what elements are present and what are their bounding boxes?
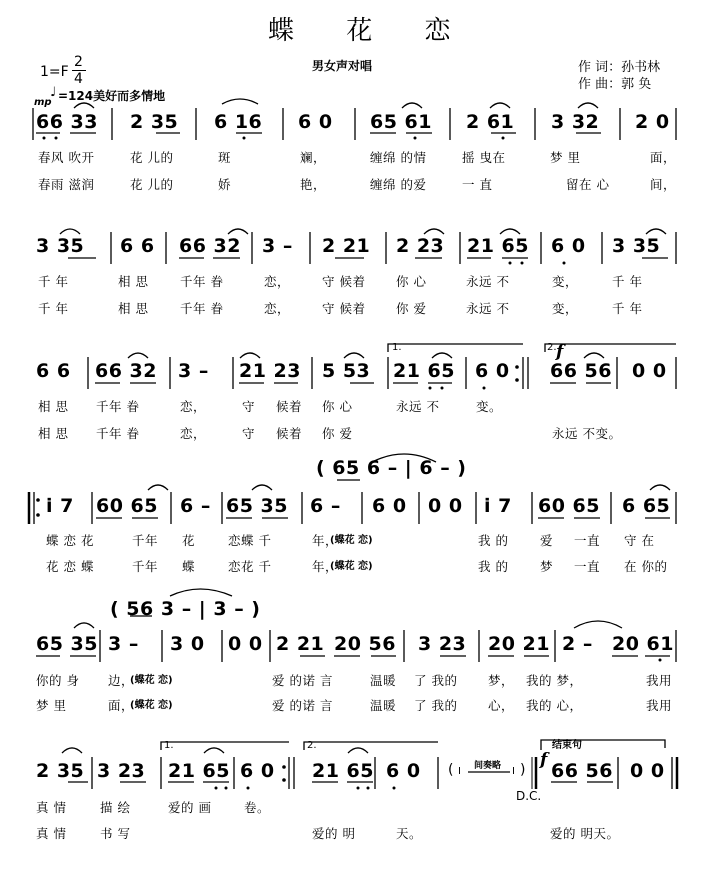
measure: 3 – [108,633,139,655]
lyric: 我 的 [478,533,509,548]
measure: 3 23 [97,760,146,782]
volta-1-label: 1. [164,740,174,751]
measure: 2 23 [396,235,445,257]
interlude-start-mark: I [458,766,461,777]
ending-label: 结束句 [552,740,582,751]
composer: 作 曲：郭 奂 [578,77,652,92]
measure: 21 65 [312,760,374,782]
lyric: 温暖 [370,673,397,688]
lyric: 一 直 [462,177,493,192]
measure: 3 35 [612,235,661,257]
lyric: 春风 吹开 [38,150,95,165]
key-signature: 1=F [40,64,69,80]
lyric: 相 思 [118,301,149,316]
lyric: 花 恋 蝶 [46,559,94,574]
lyric: 真 情 [36,826,67,841]
measure: 3 35 [36,235,85,257]
lyric: 温暖 [370,698,397,713]
lyric: 你的 身 [36,673,80,688]
lyric: 守 [242,426,256,441]
lyric: 卷。 [244,800,271,815]
lyric: 变， [552,301,579,316]
lyric: 爱 的诺 言 [272,673,333,688]
measure: 66 32 [179,235,241,257]
measure: 20 61 [612,633,674,655]
measure: 6 0 [551,235,586,257]
lyric: 花 儿的 [130,150,174,165]
measure: 21 23 [239,360,301,382]
measure: 2 21 [322,235,371,257]
lyric: 我用 [646,673,673,688]
lyric: 梦 [540,559,554,574]
measure: i̇ 7 [484,495,512,517]
lyric: 爱的 画 [168,800,212,815]
lyric-aside: (蝶花 恋) [330,561,373,572]
lyric: 蝶 [182,559,196,574]
measure: 66 56 [551,760,613,782]
lyric: 我的 心， [526,698,583,713]
lyric: 描 绘 [100,800,131,815]
aside-phrase: ( 65 6 – | 6 – ) [316,457,467,479]
lyric: 了 我的 [414,673,458,688]
lyric: 恋， [264,274,291,289]
lyric: 一直 [574,533,601,548]
volta-2-label: 2. [307,740,317,751]
lyric: 我 的 [478,559,509,574]
lyric: 候着 [276,426,303,441]
measure: 66 32 [95,360,157,382]
lyric: 千 年 [612,274,643,289]
measure: 6 6 [36,360,71,382]
lyric: 你 心 [396,274,427,289]
measure: 3 – [262,235,293,257]
lyric: 爱的 明天。 [550,826,620,841]
lyric: 我用 [646,698,673,713]
measure: 0 0 [632,360,667,382]
lyric: 我的 梦， [526,673,583,688]
da-capo-mark: D.C. [516,789,542,803]
lyric: 花 [182,533,196,548]
measure: 21 65 [168,760,230,782]
lyric: 千年 [132,533,159,548]
lyric: 相 思 [38,426,69,441]
lyric: 花 儿的 [130,177,174,192]
lyric: 你 爱 [396,301,427,316]
lyric: 间， [650,177,677,192]
measure: 6 – [180,495,211,517]
measure: 0 0 [630,760,665,782]
measure: 0 0 [428,495,463,517]
measure: 6 65 [622,495,671,517]
measure: 21 65 [467,235,529,257]
lyric: 真 情 [36,800,67,815]
measure: 0 0 [228,633,263,655]
measure: 60 65 [538,495,600,517]
measure: 6 0 [240,760,275,782]
measure: i̇ 7 [46,495,74,517]
measure: 2 21 [276,633,325,655]
measure: 6 0 [386,760,421,782]
measure: 6 6 [120,235,155,257]
lyric: 千 年 [612,301,643,316]
measure: 3 – [178,360,209,382]
measure: 65 61 [370,111,432,133]
lyric: 娇 [218,177,232,192]
lyric: 恋花 千 [228,559,272,574]
lyric: 千年 眷 [180,301,224,316]
lyric: 相 思 [118,274,149,289]
lyric: 蝶 恋 花 [46,533,94,548]
lyric: 千年 眷 [96,426,140,441]
lyric: 守 在 [624,533,655,548]
lyric: 千年 眷 [96,399,140,414]
lyric: 了 我的 [414,698,458,713]
lyric: 春雨 滋润 [38,177,95,192]
lyric: 梦 里 [550,150,581,165]
measure: 3 23 [418,633,467,655]
measure: 65 35 [36,633,98,655]
measure: 3 32 [551,111,600,133]
interlude-label: 间奏略 [474,761,502,771]
lyricist: 作 词：孙书林 [578,60,661,75]
lyric: 恋， [264,301,291,316]
song-subtitle: 男女声对唱 [312,59,373,73]
lyric: 斓， [300,150,327,165]
measure: 2 61 [466,111,515,133]
lyric: 爱 的诺 言 [272,698,333,713]
measure: 6 0 [475,360,510,382]
measure: 2 – [562,633,593,655]
lyric: 永远 不 [466,274,510,289]
measure: 20 21 [488,633,550,655]
lyric: 永远 不 [466,301,510,316]
measure: 2 35 [36,760,85,782]
lyric: 留在 心 [566,177,610,192]
measure: 2 35 [130,111,179,133]
lyric: 爱的 明 [312,826,356,841]
time-signature-bottom: 4 [74,71,83,87]
measure: 5 53 [322,360,371,382]
measure: 6 – [310,495,341,517]
lyric: 恋蝶 千 [228,533,272,548]
interlude-end-mark: I [512,766,515,777]
lyric: 守 [242,399,256,414]
lyric: 斑 [218,150,232,165]
interlude-close-paren: ) [520,762,526,778]
quarter-note-icon: ♩ [50,85,57,100]
measure: 20 56 [334,633,396,655]
lyric: 在 你的 [624,559,668,574]
lyric: 一直 [574,559,601,574]
lyric: 爱 [540,533,554,548]
lyric: 缠绵 的情 [370,150,427,165]
lyric: 天。 [396,826,423,841]
lyric: 千年 [132,559,159,574]
dynamic-f: f [556,342,564,362]
lyric: 面， [650,150,677,165]
lyric: 永远 不变。 [552,426,622,441]
lyric: 你 心 [322,399,353,414]
volta-1-label: 1. [392,342,402,353]
lyric: 变。 [476,399,503,414]
lyric: 守 候着 [322,274,366,289]
lyric-aside: (蝶花 恋) [330,535,373,546]
lyric: 梦， [488,673,515,688]
measure: 2 0 [635,111,670,133]
lyric: 候着 [276,399,303,414]
lyric: 梦 里 [36,698,67,713]
measure: 21 65 [393,360,455,382]
aside-phrase: ( 56 3 – | 3 – ) [110,598,261,620]
lyric: 年， [312,533,339,548]
measure: 60 65 [96,495,158,517]
measure: 65 35 [226,495,288,517]
measure: 6 0 [298,111,333,133]
lyric: 千 年 [38,301,69,316]
lyric-aside: (蝶花 恋) [130,700,173,711]
tempo-marking: =124美好而多情地 [58,89,166,103]
lyric: 恋， [180,426,207,441]
dynamic-f: f [540,750,548,770]
song-title: 蝶 花 恋 [268,16,473,46]
volta-2-label: 2. [547,342,557,353]
lyric: 艳， [300,177,327,192]
lyric: 你 爱 [322,426,353,441]
lyric: 千年 眷 [180,274,224,289]
lyric: 千 年 [38,274,69,289]
dynamic-mp: mp [34,97,52,108]
lyric-aside: (蝶花 恋) [130,675,173,686]
lyric: 守 候着 [322,301,366,316]
lyric: 年， [312,559,339,574]
lyric: 书 写 [100,826,131,841]
lyric: 缠绵 的爱 [370,177,427,192]
measure: 66 56 [550,360,612,382]
lyric: 心， [488,698,515,713]
measure: 3 0 [170,633,205,655]
lyric: 相 思 [38,399,69,414]
time-signature-top: 2 [74,54,83,70]
interlude-open-paren: ( [448,762,454,778]
lyric: 变， [552,274,579,289]
measure: 6 0 [372,495,407,517]
measure: 66 33 [36,111,98,133]
measure: 6 16 [214,111,263,133]
lyric: 永远 不 [396,399,440,414]
lyric: 恋， [180,399,207,414]
lyric: 面， [108,698,135,713]
lyric: 边， [108,673,135,688]
lyric: 摇 曳在 [462,150,506,165]
